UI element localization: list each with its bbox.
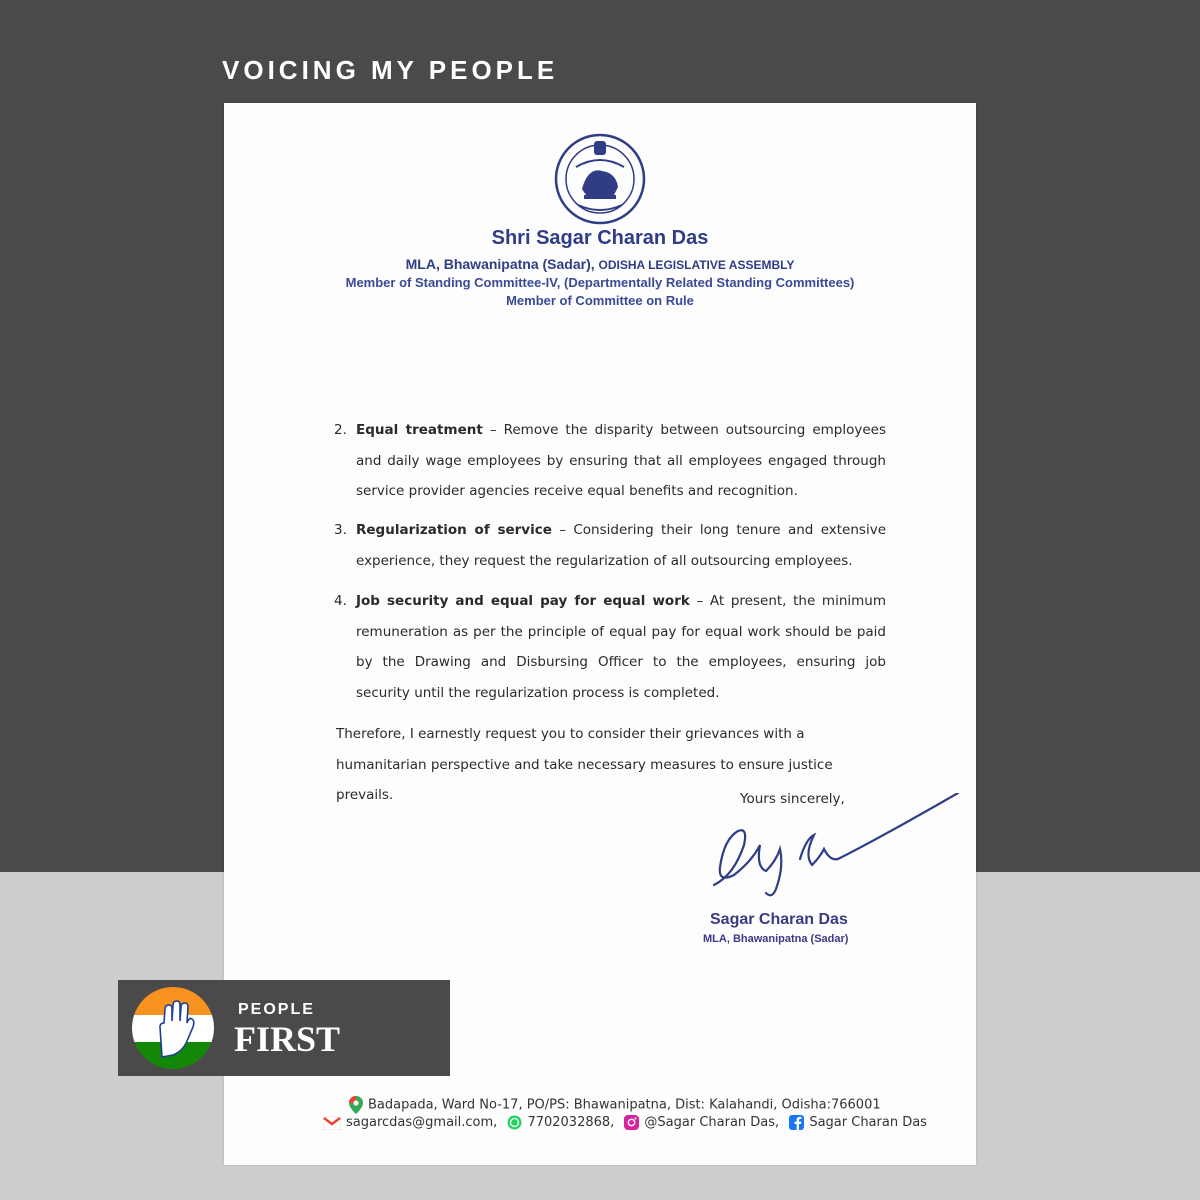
facebook-icon	[789, 1115, 804, 1130]
salutation: Yours sincerely,	[740, 791, 845, 807]
signer-title: MLA, Bhawanipatna (Sadar)	[703, 933, 849, 945]
email-text: sagarcdas@gmail.com,	[346, 1115, 498, 1130]
instagram-icon	[624, 1115, 639, 1130]
list-item-heading: Regularization of service	[356, 522, 552, 538]
congress-hand-logo-icon	[132, 987, 214, 1069]
instagram-handle: @Sagar Charan Das,	[644, 1115, 780, 1130]
list-item-text: – At present, the minimum remuneration as per the principle of equal pay for equal work should be paid by the Drawing and Disbursing Officer to the employees, ensuring job security until the regularization process is completed.	[356, 593, 886, 701]
contact-address-row	[349, 1096, 1101, 1114]
letterhead-name: Shri Sagar Charan Das	[491, 227, 709, 249]
gmail-icon	[323, 1116, 341, 1130]
letterhead-rule-committee-line: Member of Committee on Rule	[506, 293, 694, 308]
list-item-number: 4.	[334, 593, 347, 609]
facebook-handle: Sagar Charan Das	[809, 1115, 927, 1130]
closing-paragraph: Therefore, I earnestly request you to consider their grievances with a humanitarian perspective and take necessary measures to ensure justice prevails.	[336, 726, 833, 803]
list-item-number: 2.	[334, 422, 347, 438]
assembly-name: ODISHA LEGISLATIVE ASSEMBLY	[598, 258, 795, 272]
whatsapp-icon	[507, 1115, 522, 1130]
signature-image	[702, 793, 962, 903]
contact-social-row	[323, 1115, 1075, 1130]
badge-line-first: FIRST	[234, 1019, 341, 1059]
list-item-number: 3.	[334, 522, 347, 538]
address-text: Badapada, Ward No-17, PO/PS: Bhawanipatna, Dist: Kalahandi, Odisha:766001	[368, 1097, 881, 1113]
mla-constituency: MLA, Bhawanipatna (Sadar),	[405, 256, 595, 272]
list-item-heading: Equal treatment	[356, 422, 483, 438]
list-item-text: – Considering their long tenure and extensive experience, they request the regularization of all outsourcing employees.	[356, 522, 886, 569]
letterhead-committee-line: Member of Standing Committee-IV, (Departmentally Related Standing Committees)	[345, 275, 855, 290]
odisha-emblem-icon	[554, 133, 646, 225]
signer-name: Sagar Charan Das	[710, 911, 848, 928]
list-item	[314, 586, 886, 708]
list-item	[314, 415, 886, 507]
badge-line-people: PEOPLE	[238, 1001, 315, 1018]
map-pin-icon	[349, 1096, 363, 1114]
list-item-heading: Job security and equal pay for equal work	[356, 593, 690, 609]
list-item-text: – Remove the disparity between outsourcing employees and daily wage employees by ensuring that all employees engaged through service provider agencies receive equal benefits and recognition.	[356, 422, 886, 499]
people-first-badge	[118, 980, 450, 1076]
list-item	[314, 515, 886, 576]
phone-text: 7702032868,	[527, 1115, 615, 1130]
banner-title: VOICING MY PEOPLE	[222, 55, 559, 85]
letterhead-mla-line	[224, 256, 976, 272]
